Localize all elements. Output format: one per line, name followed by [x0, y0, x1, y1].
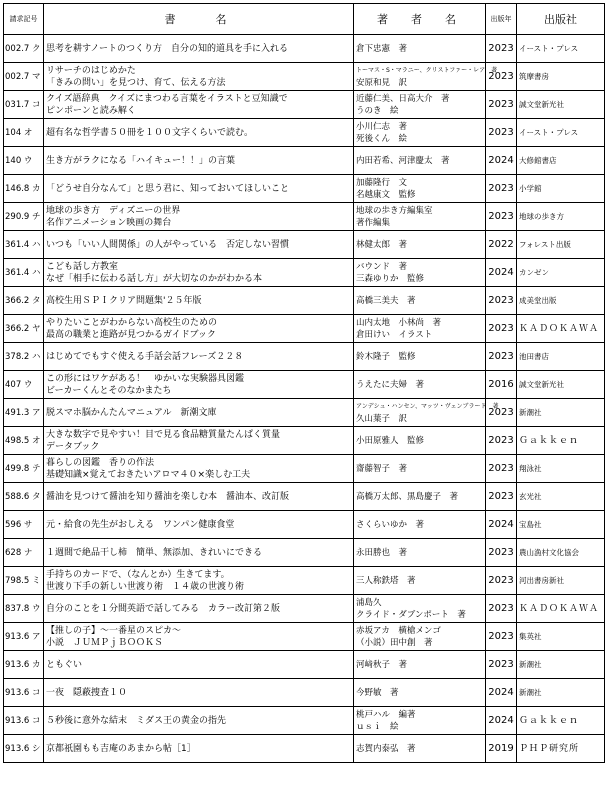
author-line: 死後くん 絵: [356, 133, 408, 144]
title-cell: [44, 651, 354, 679]
author-line: 山内太地 小林尚 著: [356, 317, 442, 328]
table-row: [4, 259, 605, 287]
year-cell: 2023: [486, 287, 517, 315]
table-row: [4, 371, 605, 399]
title-line: 最高の職業と進路が見つかるガイドブック: [46, 329, 216, 340]
table-row: [4, 63, 605, 91]
publisher-cell: 池田書店: [517, 343, 605, 371]
header-year: 出版年: [486, 4, 517, 35]
call-number-cell: 366.2 ヤ: [4, 315, 44, 343]
year-cell: 2023: [486, 91, 517, 119]
publisher-cell: イースト・プレス: [517, 35, 605, 63]
title-line: 生き方がラクになる「ハイキュー！！」の言葉: [46, 155, 236, 166]
author-line: バウンド 著: [356, 261, 408, 272]
author-cell: [354, 91, 486, 119]
title-line: ピンポーンと読み解く: [46, 105, 136, 116]
author-cell: [354, 259, 486, 287]
call-number-cell: 588.6 タ: [4, 483, 44, 511]
call-number-cell: 913.6 シ: [4, 735, 44, 763]
author-line: 地球の歩き方編集室: [356, 205, 433, 216]
title-line: リサーチのはじめかた: [46, 65, 136, 76]
year-cell: 2024: [486, 707, 517, 735]
author-line: 内田若希、河津慶太 著: [356, 155, 450, 166]
publisher-cell: フォレスト出版: [517, 231, 605, 259]
author-line: 志賀内泰弘 著: [356, 743, 416, 754]
table-row: [4, 399, 605, 427]
table-row: [4, 623, 605, 651]
author-cell: [354, 539, 486, 567]
year-cell: 2024: [486, 679, 517, 707]
publisher-cell: 河出書房新社: [517, 567, 605, 595]
author-line: （小説）田中創 著: [356, 637, 433, 648]
title-cell: [44, 483, 354, 511]
title-cell: [44, 455, 354, 483]
author-line: トーマス・S・マラニー、クリストファー・レア 著: [356, 66, 498, 74]
author-cell: [354, 343, 486, 371]
title-cell: [44, 287, 354, 315]
title-cell: [44, 119, 354, 147]
year-cell: 2023: [486, 315, 517, 343]
author-cell: [354, 567, 486, 595]
author-cell: [354, 455, 486, 483]
title-line: やりたいことがわからない高校生のための: [46, 317, 218, 328]
author-cell: [354, 399, 499, 427]
publisher-cell: 集英社: [517, 623, 605, 651]
year-cell: 2024: [486, 259, 517, 287]
title-line: 世渡り下手の新しい世渡り術 １４歳の世渡り術: [46, 581, 245, 592]
publisher-cell: ＫＡＤＯＫＡＷＡ: [517, 315, 605, 343]
year-cell: 2023: [486, 651, 517, 679]
year-cell: 2023: [486, 35, 517, 63]
call-number-cell: 361.4 ハ: [4, 231, 44, 259]
title-line: 「きみの問い」を見つけ、育て、伝える方法: [46, 77, 226, 88]
author-line: 高橋三美夫 著: [356, 295, 416, 306]
title-line: 手持ちのカードで、（なんとか）生きてます。: [46, 569, 230, 580]
year-cell: 2023: [486, 567, 517, 595]
title-cell: [44, 623, 354, 651]
year-cell: 2019: [486, 735, 517, 763]
table-row: [4, 567, 605, 595]
call-number-cell: 491.3 ア: [4, 399, 44, 427]
title-line: 【推しの子】～一番星のスピカ～: [46, 625, 182, 636]
author-line: アンデシュ・ハンセン、マッツ・ヴェンブラード 著: [356, 402, 499, 410]
table-row: [4, 119, 605, 147]
title-line: 元・給食の先生がおしえる ワンパン健康食堂: [46, 519, 235, 530]
header-title: 書 名: [44, 4, 354, 35]
author-line: うえたに夫婦 著: [356, 379, 425, 390]
author-cell: [354, 595, 486, 623]
title-line: 思考を耕すノートのつくり方 自分の知的道具を手に入れる: [46, 43, 289, 54]
title-cell: [44, 539, 354, 567]
year-cell: 2024: [486, 511, 517, 539]
publisher-cell: Ｇａｋｋｅｎ: [517, 427, 605, 455]
author-cell: [354, 231, 486, 259]
author-line: 小田原雅人 監修: [356, 435, 425, 446]
table-row: [4, 679, 605, 707]
author-line: 浦島久: [356, 597, 382, 608]
year-cell: 2023: [486, 399, 517, 427]
title-cell: [44, 707, 354, 735]
table-row: [4, 427, 605, 455]
title-cell: [44, 511, 354, 539]
publisher-cell: 新潮社: [517, 651, 605, 679]
year-cell: 2023: [486, 63, 517, 91]
table-row: [4, 91, 605, 119]
title-line: この形にはワケがある！ ゆかいな実験器具図鑑: [46, 373, 245, 384]
table-body: [4, 35, 605, 763]
title-line: 大きな数字で見やすい！目で見る食品糖質量たんぱく質量: [46, 429, 281, 440]
year-cell: 2016: [486, 371, 517, 399]
call-number-cell: 913.6 コ: [4, 707, 44, 735]
author-line: 林健太郎 著: [356, 239, 408, 250]
publisher-cell: 筑摩書房: [517, 63, 605, 91]
author-line: 三人称鉄塔 著: [356, 575, 416, 586]
author-cell: [354, 735, 486, 763]
title-cell: [44, 315, 354, 343]
publisher-cell: 大修館書店: [517, 147, 605, 175]
author-cell: [354, 427, 486, 455]
author-line: 齋藤智子 著: [356, 463, 408, 474]
table-row: [4, 707, 605, 735]
author-line: 今野敏 著: [356, 687, 399, 698]
author-cell: [354, 287, 486, 315]
title-line: 超有名な哲学書５０冊を１００文字くらいで読む。: [46, 127, 254, 138]
title-cell: [44, 679, 354, 707]
publisher-cell: ＫＡＤＯＫＡＷＡ: [517, 595, 605, 623]
table-row: [4, 539, 605, 567]
title-cell: [44, 259, 354, 287]
call-number-cell: 378.2 ハ: [4, 343, 44, 371]
table-row: [4, 287, 605, 315]
publisher-cell: 翔泳社: [517, 455, 605, 483]
author-line: 赤坂アカ 横槍メンゴ: [356, 625, 441, 636]
author-line: 名越康文 監修: [356, 189, 416, 200]
book-list-table: [3, 3, 605, 763]
author-cell: [354, 63, 498, 91]
year-cell: 2023: [486, 175, 517, 203]
title-line: 名作アニメーション映画の舞台: [46, 217, 172, 228]
header-publisher: 出版社: [517, 4, 605, 35]
call-number-cell: 146.8 カ: [4, 175, 44, 203]
year-cell: 2023: [486, 623, 517, 651]
table-row: [4, 147, 605, 175]
author-line: 鈴木隆子 監修: [356, 351, 416, 362]
publisher-cell: 誠文堂新光社: [517, 91, 605, 119]
year-cell: 2024: [486, 147, 517, 175]
table-row: [4, 483, 605, 511]
author-line: 安原和見 訳: [356, 77, 408, 88]
author-line: クライド・ダブンポート 著: [356, 609, 466, 620]
title-line: クイズ語辞典 クイズにまつわる言葉をイラストと豆知識で: [46, 93, 288, 104]
call-number-cell: 140 ウ: [4, 147, 44, 175]
call-number-cell: 498.5 オ: [4, 427, 44, 455]
title-line: ともぐい: [46, 659, 83, 670]
author-cell: [354, 35, 486, 63]
title-line: はじめてでもすぐ使える手話会話フレーズ２２８: [46, 351, 244, 362]
call-number-cell: 837.8 ウ: [4, 595, 44, 623]
call-number-cell: 628 ナ: [4, 539, 44, 567]
author-cell: [354, 119, 486, 147]
title-cell: [44, 91, 354, 119]
table-row: [4, 35, 605, 63]
header-row: [4, 4, 605, 35]
author-cell: [354, 679, 486, 707]
title-line: 自分のことを１分間英語で話してみる カラー改訂第２版: [46, 603, 281, 614]
table-row: [4, 315, 605, 343]
table-row: [4, 735, 605, 763]
call-number-cell: 002.7 ク: [4, 35, 44, 63]
author-cell: [354, 147, 486, 175]
author-line: 倉下忠憲 著: [356, 43, 408, 54]
publisher-cell: 小学館: [517, 175, 605, 203]
author-cell: [354, 315, 486, 343]
title-line: なぜ「相手に伝わる話し方」が大切なのかがわかる本: [46, 273, 263, 284]
table-row: [4, 175, 605, 203]
call-number-cell: 407 ウ: [4, 371, 44, 399]
author-line: 久山葉子 訳: [356, 413, 408, 424]
author-line: さくらいゆか 著: [356, 519, 425, 530]
call-number-cell: 798.5 ミ: [4, 567, 44, 595]
year-cell: 2023: [486, 455, 517, 483]
table-row: [4, 231, 605, 259]
header-call-number: 請求記号: [4, 4, 44, 35]
title-line: 高校生用ＳＰＩクリア問題集'２５年版: [46, 295, 202, 306]
publisher-cell: 玄光社: [517, 483, 605, 511]
call-number-cell: 913.6 カ: [4, 651, 44, 679]
publisher-cell: カンゼン: [517, 259, 605, 287]
title-line: こども話し方教室: [46, 261, 119, 272]
title-line: 醤油を見つけて醤油を知り醤油を楽しむ本 醤油本、改訂版: [46, 491, 290, 502]
title-line: 暮らしの図鑑 香りの作法: [46, 457, 155, 468]
title-cell: [44, 63, 354, 91]
year-cell: 2023: [486, 427, 517, 455]
call-number-cell: 104 オ: [4, 119, 44, 147]
title-cell: [44, 203, 354, 231]
title-line: いつも「いい人間関係」の人がやっている 否定しない習慣: [46, 239, 290, 250]
title-cell: [44, 567, 354, 595]
title-line: １週間で絶品干し柿 簡単、無添加、きれいにできる: [46, 547, 263, 558]
call-number-cell: 499.8 テ: [4, 455, 44, 483]
title-cell: [44, 231, 354, 259]
title-cell: [44, 427, 354, 455]
call-number-cell: 366.2 タ: [4, 287, 44, 315]
author-cell: [354, 483, 486, 511]
title-line: 小説 ＪＵＭＰｊＢＯＯＫＳ: [46, 637, 164, 648]
title-line: データブック: [46, 441, 100, 452]
publisher-cell: イースト・プレス: [517, 119, 605, 147]
title-line: 一夜 隠蔽捜査１０: [46, 687, 128, 698]
header-author: 著 者 名: [354, 4, 486, 35]
table-row: [4, 203, 605, 231]
author-line: 高橋万太郎、黒島慶子 著: [356, 491, 459, 502]
publisher-cell: ＰＨＰ研究所: [517, 735, 605, 763]
author-cell: [354, 623, 486, 651]
year-cell: 2023: [486, 119, 517, 147]
call-number-cell: 290.9 チ: [4, 203, 44, 231]
title-line: 京都祇園もも吉庵のあまから帖［1］: [46, 743, 196, 754]
author-cell: [354, 175, 486, 203]
author-cell: [354, 203, 486, 231]
author-line: 加藤隆行 文: [356, 177, 408, 188]
table-row: [4, 455, 605, 483]
title-line: ５秒後に意外な結末 ミダス王の黄金の指先: [46, 715, 227, 726]
publisher-cell: 誠文堂新光社: [517, 371, 605, 399]
publisher-cell: 新潮社: [517, 679, 605, 707]
publisher-cell: 宝島社: [517, 511, 605, 539]
call-number-cell: 596 サ: [4, 511, 44, 539]
author-cell: [354, 371, 486, 399]
title-cell: [44, 735, 354, 763]
title-line: 「どうせ自分なんて」と思う君に、知っておいてほしいこと: [46, 183, 290, 194]
title-cell: [44, 147, 354, 175]
year-cell: 2023: [486, 483, 517, 511]
call-number-cell: 913.6 ア: [4, 623, 44, 651]
author-line: 三森ゆりか 監修: [356, 273, 425, 284]
publisher-cell: 地球の歩き方: [517, 203, 605, 231]
publisher-cell: Ｇａｋｋｅｎ: [517, 707, 605, 735]
table-row: [4, 511, 605, 539]
call-number-cell: 361.4 ハ: [4, 259, 44, 287]
year-cell: 2023: [486, 539, 517, 567]
author-line: ｕｓｉ 絵: [356, 721, 399, 732]
title-line: 地球の歩き方 ディズニーの世界: [46, 205, 181, 216]
author-line: 河﨑秋子 著: [356, 659, 408, 670]
title-line: 脱スマホ脳かんたんマニュアル 新潮文庫: [46, 407, 217, 418]
publisher-cell: 成美堂出版: [517, 287, 605, 315]
title-cell: [44, 35, 354, 63]
title-line: ビーカーくんとそのなかまたち: [46, 385, 172, 396]
title-cell: [44, 595, 354, 623]
call-number-cell: 913.6 コ: [4, 679, 44, 707]
call-number-cell: 002.7 マ: [4, 63, 44, 91]
table-row: [4, 651, 605, 679]
title-line: 基礎知識×覚えておきたいアロマ４０×楽しむ工夫: [46, 469, 251, 480]
title-cell: [44, 399, 354, 427]
year-cell: 2023: [486, 595, 517, 623]
author-line: 永田勝也 著: [356, 547, 408, 558]
author-line: 桃戸ハル 編著: [356, 709, 416, 720]
author-cell: [354, 707, 486, 735]
call-number-cell: 031.7 コ: [4, 91, 44, 119]
title-cell: [44, 175, 354, 203]
table-row: [4, 343, 605, 371]
title-cell: [44, 343, 354, 371]
author-cell: [354, 651, 486, 679]
publisher-cell: 新潮社: [517, 399, 605, 427]
author-line: 倉田けい イラスト: [356, 329, 433, 340]
year-cell: 2022: [486, 231, 517, 259]
author-line: 近藤仁美、日高大介 著: [356, 93, 450, 104]
title-cell: [44, 371, 354, 399]
author-line: 小川仁志 著: [356, 121, 408, 132]
year-cell: 2023: [486, 343, 517, 371]
year-cell: 2023: [486, 203, 517, 231]
publisher-cell: 農山漁村文化協会: [517, 539, 605, 567]
author-line: 著作編集: [356, 217, 391, 228]
table-row: [4, 595, 605, 623]
author-cell: [354, 511, 486, 539]
author-line: うのき 絵: [356, 105, 399, 116]
